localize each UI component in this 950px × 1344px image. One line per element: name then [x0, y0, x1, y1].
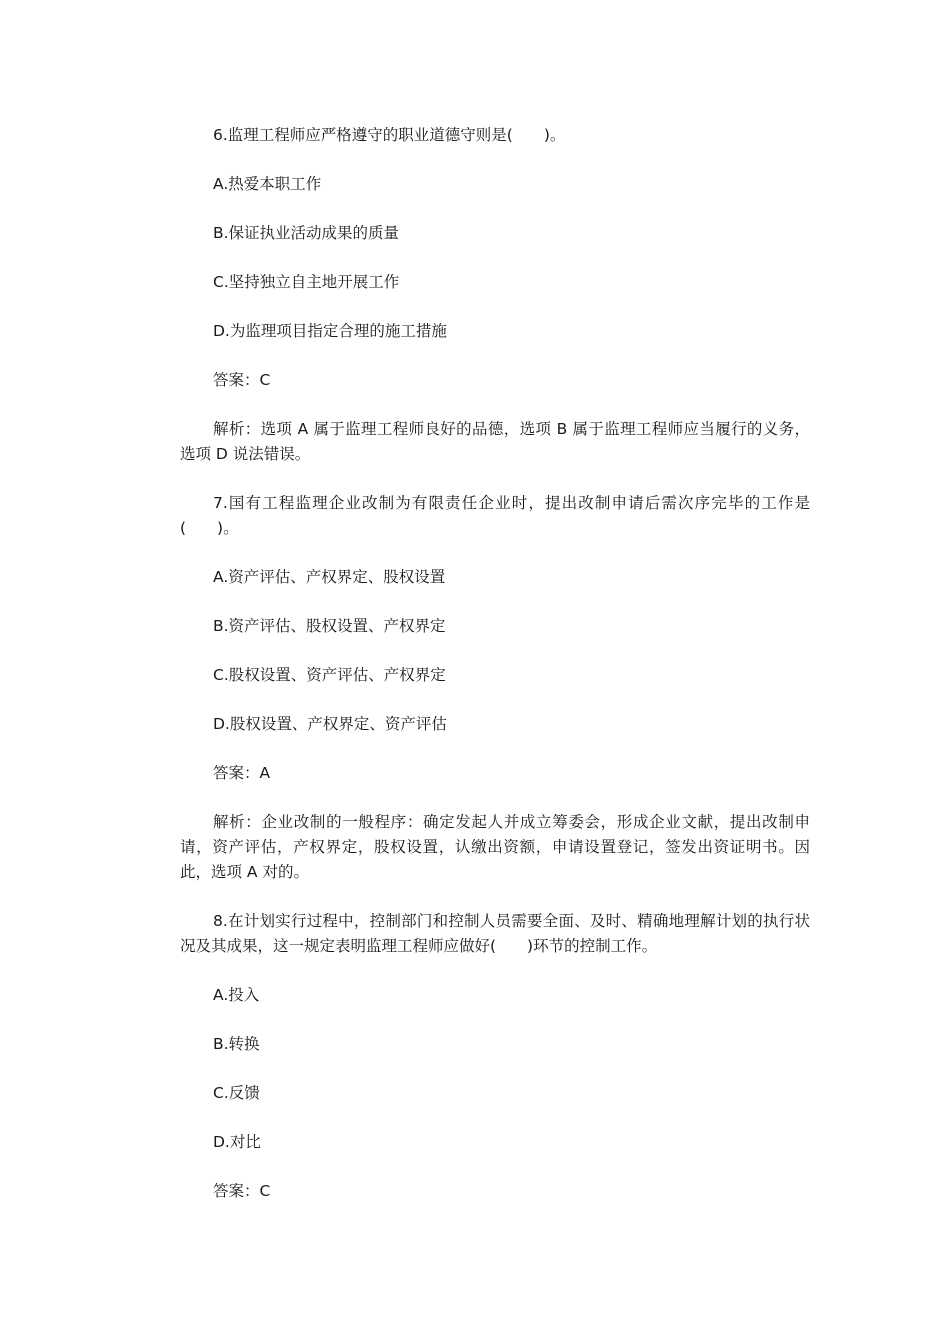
- question-8-option-d: D.对比: [213, 1133, 261, 1151]
- question-7-analysis: 解析：企业改制的一般程序：确定发起人并成立筹委会，形成企业文献，提出改制申请，资产评估，产权界定，股权设置，认缴出资额，申请设置登记，签发出资证明书。因此，选项 A 对的。: [180, 813, 810, 881]
- question-7-answer: 答案：A: [213, 764, 271, 782]
- question-6-option-c: C.坚持独立自主地开展工作: [213, 273, 400, 291]
- question-8-option-c: C.反馈: [213, 1084, 260, 1102]
- question-6-option-a: A.热爱本职工作: [213, 175, 322, 193]
- question-7-stem: 7.国有工程监理企业改制为有限责任企业时，提出改制申请后需次序完毕的工作是( )。: [180, 494, 810, 537]
- question-8-answer: 答案：C: [213, 1182, 271, 1200]
- question-8-stem: 8.在计划实行过程中，控制部门和控制人员需要全面、及时、精确地理解计划的执行状况及其成果，这一规定表明监理工程师应做好( )环节的控制工作。: [180, 912, 810, 955]
- question-6-answer: 答案：C: [213, 371, 271, 389]
- question-8-option-a: A.投入: [213, 986, 260, 1004]
- question-7-option-c: C.股权设置、资产评估、产权界定: [213, 666, 446, 684]
- question-8-option-b: B.转换: [213, 1035, 260, 1053]
- question-6-analysis: 解析：选项 A 属于监理工程师良好的品德，选项 B 属于监理工程师应当履行的义务，选项 D 说法错误。: [180, 420, 810, 463]
- question-6-stem: 6.监理工程师应严格遵守的职业道德守则是( )。: [213, 126, 566, 144]
- document-page: [180, 123, 810, 1228]
- question-7-option-a: A.资产评估、产权界定、股权设置: [213, 568, 446, 586]
- question-6-option-d: D.为监理项目指定合理的施工措施: [213, 322, 447, 340]
- question-7-option-d: D.股权设置、产权界定、资产评估: [213, 715, 447, 733]
- question-7-option-b: B.资产评估、股权设置、产权界定: [213, 617, 446, 635]
- question-6-option-b: B.保证执业活动成果的质量: [213, 224, 400, 242]
